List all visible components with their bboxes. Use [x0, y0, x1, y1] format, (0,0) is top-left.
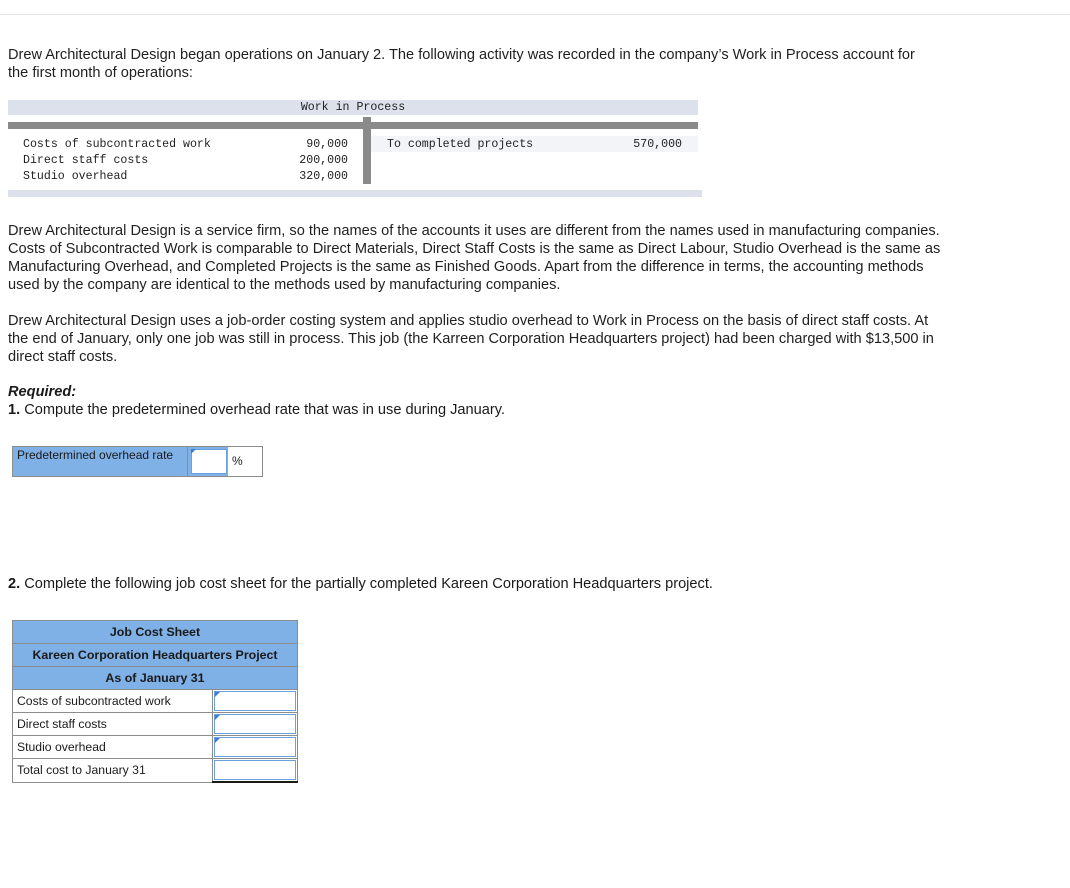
job-cost-sheet-project: Kareen Corporation Headquarters Project: [13, 644, 298, 667]
question-1: [8, 402, 505, 418]
row-label-studio-overhead: Studio overhead: [13, 736, 213, 759]
question-1-number: 1.: [8, 402, 21, 418]
costing-system-paragraph: Drew Architectural Design uses a job-order costing system and applies studio overhead to Work in Process on the basis of direct staff costs. At the end of January, only one job was still in process. This job (the Karreen Corporation Headquarters project) had been charged with $13,500 in direct staff costs.: [8, 313, 934, 365]
debit-amount-subcontracted: 90,000: [306, 138, 348, 151]
studio-overhead-input[interactable]: [214, 737, 296, 757]
predetermined-rate-input[interactable]: [191, 449, 227, 474]
intro-paragraph: Drew Architectural Design began operations on January 2. The following activity was recorded in the company’s Work in Process account for the first month of operations:: [8, 47, 915, 81]
predetermined-rate-label: Predetermined overhead rate: [13, 447, 188, 476]
credit-label-completed-projects: To completed projects: [387, 138, 534, 151]
row-value-cell: [213, 736, 298, 759]
debit-label-subcontracted: Costs of subcontracted work: [23, 138, 211, 151]
t-account-horizontal-bar: [8, 122, 698, 129]
debit-amount-studio-overhead: 320,000: [299, 170, 348, 183]
question-2: [8, 576, 713, 592]
subcontracted-cost-input[interactable]: [214, 691, 296, 711]
service-firm-paragraph: Drew Architectural Design is a service firm, so the names of the accounts it uses are different from the names used in manufacturing companies. Costs of Subcontracted Work is comparable to Direct Materials, Direct Staff Costs is the same as Direct Labour, Studio Overhead is the same as Manufacturing Overhead, and Completed Projects is the same as Finished Goods. Apart from the difference in terms, the accounting methods used by the company are identical to the methods used by manufacturing companies.: [8, 223, 941, 293]
t-account-header: [8, 100, 698, 115]
row-label-direct-staff: Direct staff costs: [13, 713, 213, 736]
input-flag-icon: [215, 738, 220, 743]
input-flag-icon: [215, 692, 220, 697]
row-value-cell: [213, 759, 298, 783]
predetermined-rate-row: [12, 446, 263, 477]
total-cost-input[interactable]: [214, 760, 296, 780]
debit-label-studio-overhead: Studio overhead: [23, 170, 128, 183]
job-cost-sheet-title: Job Cost Sheet: [13, 621, 298, 644]
job-cost-sheet-date: As of January 31: [13, 667, 298, 690]
input-flag-icon: [191, 449, 196, 454]
job-cost-sheet: [12, 620, 298, 783]
predetermined-rate-cell: [188, 447, 228, 476]
question-1-text: Compute the predetermined overhead rate that was in use during January.: [24, 402, 506, 418]
row-label-total: Total cost to January 31: [13, 759, 213, 783]
table-row: [13, 690, 298, 713]
t-account-vertical-bar: [363, 117, 371, 184]
row-value-cell: [213, 690, 298, 713]
row-label-subcontracted: Costs of subcontracted work: [13, 690, 213, 713]
debit-label-direct-staff: Direct staff costs: [23, 154, 149, 167]
percent-unit: %: [232, 454, 243, 468]
t-account-bottom-bar: [8, 190, 702, 197]
table-row: [13, 759, 298, 783]
top-divider: [0, 14, 1070, 15]
question-2-text: Complete the following job cost sheet for the partially completed Kareen Corporation Headquarters project.: [24, 576, 713, 592]
table-row: [13, 736, 298, 759]
direct-staff-cost-input[interactable]: [214, 714, 296, 734]
row-value-cell: [213, 713, 298, 736]
credit-amount-completed-projects: 570,000: [633, 138, 682, 151]
question-2-number: 2.: [8, 576, 21, 592]
debit-amount-direct-staff: 200,000: [299, 154, 348, 167]
table-row: [13, 713, 298, 736]
required-label: Required:: [8, 384, 77, 400]
input-flag-icon: [215, 715, 220, 720]
t-account-title: Work in Process: [300, 101, 406, 114]
